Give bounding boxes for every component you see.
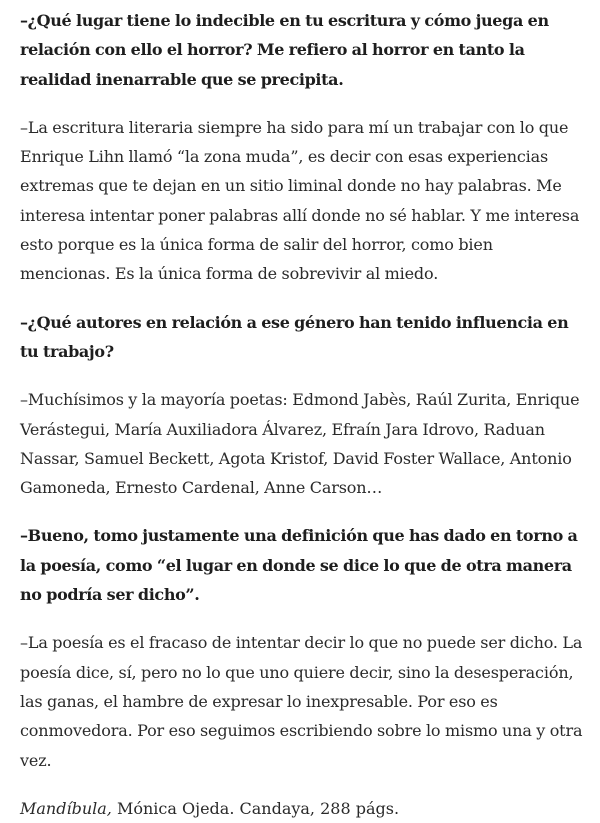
interview-question-2: –¿Qué autores en relación a ese género han tenido influencia en tu trabajo? — [20, 312, 569, 361]
book-credit — [20, 794, 586, 823]
book-details: Mónica Ojeda. Candaya, 288 págs. — [111, 798, 400, 818]
interview-answer-3: –La poesía es el fracaso de intentar decir lo que no puede ser dicho. La poesía dice, sí, pero no lo que uno quiere decir, sino la desesperación, las ganas, el hambre de expresar lo inexpresable. Por eso es conmovedora. Por eso seguimos escribiendo sobre lo mismo una y otra vez. — [20, 633, 583, 770]
article-body — [20, 6, 586, 823]
interview-answer-2: –Muchísimos y la mayoría poetas: Edmond Jabès, Raúl Zurita, Enrique Verástegui, María Auxiliadora Álvarez, Efraín Jara Idrovo, Raduan Nassar, Samuel Beckett, Agota Kristof, David Foster Wallace, Antonio Gamoneda, Ernesto Cardenal, Anne Carson… — [20, 390, 580, 498]
interview-question-3: –Bueno, tomo justamente una definición que has dado en torno a la poesía, como “el lugar en donde se dice lo que de otra manera no podría ser dicho”. — [20, 526, 578, 605]
book-title: Mandíbula, — [20, 798, 112, 818]
interview-question-1: –¿Qué lugar tiene lo indecible en tu escritura y cómo juega en relación con ello el horror? Me refiero al horror en tanto la realidad inenarrable que se precipita. — [20, 11, 549, 89]
interview-answer-1: –La escritura literaria siempre ha sido para mí un trabajar con lo que Enrique Lihn llamó “la zona muda”, es decir con esas experiencias extremas que te dejan en un sitio liminal donde no hay palabras. Me interesa intentar poner palabras allí donde no sé hablar. Y me interesa esto porque es la única forma de salir del horror, como bien mencionas. Es la única forma de sobrevivir al miedo. — [20, 117, 580, 284]
